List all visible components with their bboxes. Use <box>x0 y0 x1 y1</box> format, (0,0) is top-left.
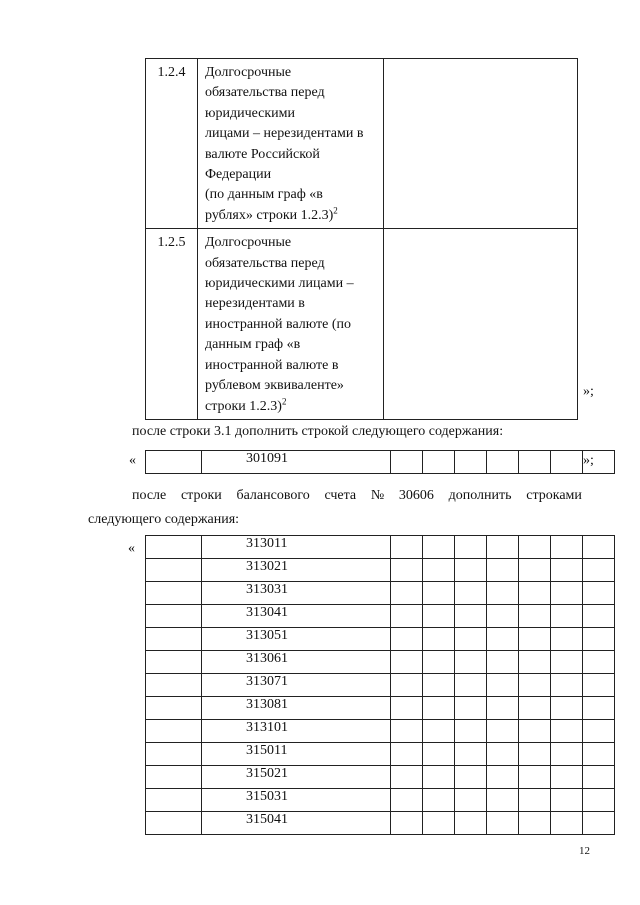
empty-cell <box>551 697 583 720</box>
table-row <box>146 559 615 582</box>
empty-cell <box>551 743 583 766</box>
table-row <box>146 789 615 812</box>
empty-cell <box>487 766 519 789</box>
empty-cell <box>519 789 551 812</box>
account-code: 315021 <box>202 766 391 789</box>
empty-cell <box>423 812 455 835</box>
empty-cell <box>519 674 551 697</box>
paragraph-word: строками <box>526 488 582 503</box>
table-row <box>146 628 615 651</box>
empty-cell <box>487 674 519 697</box>
empty-cell <box>391 812 423 835</box>
account-code: 313051 <box>202 628 391 651</box>
empty-cell <box>583 720 615 743</box>
single-row-open-quote: « <box>129 453 136 468</box>
table-row <box>146 582 615 605</box>
empty-cell <box>583 628 615 651</box>
empty-cell <box>551 720 583 743</box>
table-row <box>146 651 615 674</box>
empty-cell <box>423 651 455 674</box>
empty-cell <box>146 628 202 651</box>
top-table <box>145 58 578 420</box>
empty-cell <box>519 605 551 628</box>
empty-cell <box>146 697 202 720</box>
table-row <box>146 812 615 835</box>
single-row-close-mark: »; <box>583 453 594 468</box>
empty-cell <box>551 582 583 605</box>
account-code: 315011 <box>202 743 391 766</box>
empty-cell <box>423 766 455 789</box>
empty-cell <box>551 812 583 835</box>
empty-cell <box>583 674 615 697</box>
table-row <box>146 674 615 697</box>
empty-cell <box>146 812 202 835</box>
empty-cell <box>487 651 519 674</box>
description-line: (по данным граф «в <box>205 187 323 203</box>
empty-cell <box>423 743 455 766</box>
description-line: обязательства перед <box>205 255 325 271</box>
empty-cell <box>146 766 202 789</box>
empty-cell <box>583 697 615 720</box>
account-code: 313031 <box>202 582 391 605</box>
empty-cell <box>455 812 487 835</box>
empty-cell <box>391 582 423 605</box>
empty-cell <box>487 605 519 628</box>
table-row <box>146 59 578 229</box>
empty-cell <box>455 559 487 582</box>
empty-cell <box>455 743 487 766</box>
description-line: Федерации <box>205 167 272 183</box>
table-row <box>146 743 615 766</box>
empty-cell <box>146 789 202 812</box>
empty-cell <box>391 720 423 743</box>
paragraph-word: балансового <box>236 488 310 503</box>
account-code: 313021 <box>202 559 391 582</box>
empty-cell <box>391 651 423 674</box>
empty-cell <box>423 536 455 559</box>
empty-cell <box>487 628 519 651</box>
empty-cell <box>551 651 583 674</box>
empty-cell <box>551 605 583 628</box>
empty-cell <box>423 697 455 720</box>
table-row <box>146 697 615 720</box>
empty-cell <box>455 789 487 812</box>
account-code: 313071 <box>202 674 391 697</box>
table-row <box>146 536 615 559</box>
empty-cell <box>519 697 551 720</box>
empty-cell <box>423 605 455 628</box>
account-code: 313101 <box>202 720 391 743</box>
footnote-marker: 2 <box>281 395 287 406</box>
empty-cell <box>583 536 615 559</box>
empty-cell <box>519 720 551 743</box>
table-row <box>146 229 578 420</box>
empty-cell <box>146 559 202 582</box>
description-line: юридическими лицами – <box>205 276 354 292</box>
empty-cell <box>551 674 583 697</box>
description-line: Долгосрочные <box>205 65 292 80</box>
paragraph-after-row-3-1: после строки 3.1 дополнить строкой следующего содержания: <box>132 424 504 439</box>
empty-cell <box>583 651 615 674</box>
multi-rows-open-quote: « <box>128 541 135 556</box>
empty-cell <box>455 674 487 697</box>
empty-cell <box>583 766 615 789</box>
empty-cell <box>487 720 519 743</box>
empty-cell <box>487 789 519 812</box>
account-code: 315031 <box>202 789 391 812</box>
paragraph-word: счета <box>324 488 357 503</box>
empty-cell <box>455 536 487 559</box>
description-line: рублях» строки 1.2.3)$^2$ <box>205 205 338 223</box>
multi-rows-table <box>145 535 615 835</box>
row-number: 1.2.4 <box>146 59 198 229</box>
empty-cell <box>455 582 487 605</box>
empty-cell <box>146 605 202 628</box>
account-code: 313081 <box>202 697 391 720</box>
paragraph-word: после <box>132 488 167 503</box>
empty-cell <box>519 812 551 835</box>
empty-cell <box>391 536 423 559</box>
row-value <box>384 59 578 229</box>
empty-cell <box>391 789 423 812</box>
empty-cell <box>146 674 202 697</box>
empty-cell <box>583 559 615 582</box>
paragraph-word: дополнить <box>448 488 512 503</box>
empty-cell <box>583 812 615 835</box>
top-closing-mark: »; <box>583 384 594 399</box>
account-code: 313011 <box>202 536 391 559</box>
empty-cell <box>583 743 615 766</box>
empty-cell <box>487 743 519 766</box>
empty-cell <box>391 766 423 789</box>
row-number: 1.2.5 <box>146 229 198 420</box>
paragraph-word: № <box>370 488 385 503</box>
empty-cell <box>455 720 487 743</box>
table-row <box>146 605 615 628</box>
empty-cell <box>583 582 615 605</box>
description-line: лицами – нерезидентами в <box>205 126 364 142</box>
empty-cell <box>146 536 202 559</box>
empty-cell <box>391 674 423 697</box>
description-line: Долгосрочные <box>205 235 292 251</box>
account-code: 315041 <box>202 812 391 835</box>
empty-cell <box>519 766 551 789</box>
description-line: рублевом эквиваленте» <box>205 378 344 394</box>
empty-cell <box>487 582 519 605</box>
row-value <box>384 229 578 420</box>
empty-cell <box>455 651 487 674</box>
empty-cell <box>583 605 615 628</box>
empty-cell <box>519 559 551 582</box>
description-line: обязательства перед <box>205 85 325 101</box>
empty-cell <box>519 582 551 605</box>
empty-cell <box>487 559 519 582</box>
empty-cell <box>146 651 202 674</box>
empty-cell <box>519 651 551 674</box>
empty-cell <box>551 559 583 582</box>
description-line: валюте Российской <box>205 146 320 162</box>
empty-cell <box>423 559 455 582</box>
account-code: 313061 <box>202 651 391 674</box>
single-row-table <box>145 450 615 474</box>
empty-cell <box>146 743 202 766</box>
empty-cell <box>551 766 583 789</box>
row-description <box>198 229 384 420</box>
empty-cell <box>391 743 423 766</box>
empty-cell <box>423 789 455 812</box>
description-line: иностранной валюте в <box>205 357 339 373</box>
footnote-marker: 2 <box>333 205 338 216</box>
empty-cell <box>455 628 487 651</box>
paragraph-after-account-30606-line2: следующего содержания: <box>88 512 240 527</box>
paragraph-word: строки <box>180 488 222 503</box>
empty-cell <box>146 582 202 605</box>
empty-cell <box>146 720 202 743</box>
description-line: юридическими <box>205 105 296 121</box>
description-line: строки 1.2.3)$^2$ <box>205 395 287 414</box>
description-line: данным граф «в <box>205 337 301 353</box>
empty-cell <box>391 697 423 720</box>
empty-cell <box>487 812 519 835</box>
page-number: 12 <box>579 845 590 857</box>
empty-cell <box>423 582 455 605</box>
empty-cell <box>551 628 583 651</box>
description-line: нерезидентами в <box>205 296 305 312</box>
empty-cell <box>391 559 423 582</box>
empty-cell <box>551 789 583 812</box>
empty-cell <box>487 697 519 720</box>
description-line: иностранной валюте (по <box>205 316 352 332</box>
paragraph-after-account-30606 <box>132 488 582 504</box>
empty-cell <box>551 536 583 559</box>
table-row <box>146 720 615 743</box>
empty-cell <box>423 720 455 743</box>
empty-cell <box>423 628 455 651</box>
empty-cell <box>519 628 551 651</box>
table-row <box>146 451 615 474</box>
empty-cell <box>455 697 487 720</box>
account-code: 301091 <box>202 451 391 474</box>
empty-cell <box>583 789 615 812</box>
empty-cell <box>391 605 423 628</box>
empty-cell <box>423 674 455 697</box>
empty-cell <box>455 605 487 628</box>
empty-cell <box>519 743 551 766</box>
empty-cell <box>455 766 487 789</box>
empty-cell <box>391 628 423 651</box>
row-description <box>198 59 384 229</box>
table-row <box>146 766 615 789</box>
account-code: 313041 <box>202 605 391 628</box>
paragraph-word: 30606 <box>398 488 434 503</box>
empty-cell <box>487 536 519 559</box>
empty-cell <box>519 536 551 559</box>
